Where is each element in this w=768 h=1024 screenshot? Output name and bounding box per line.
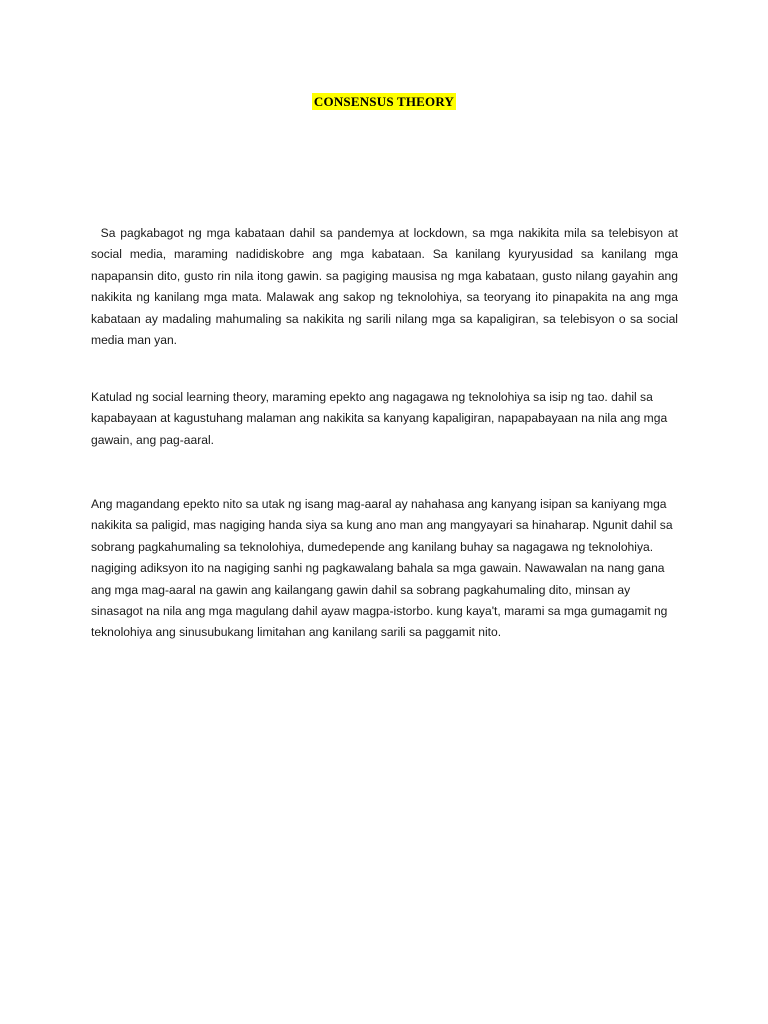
document-title: CONSENSUS THEORY <box>313 94 455 109</box>
title-container <box>0 93 768 111</box>
paragraph-2: Katulad ng social learning theory, maraming epekto ang nagagawa ng teknolohiya sa isip ng tao. dahil sa kapabayaan at kagustuhang malaman ang nakikita sa kanyang kapaligiran, napapabayaan na nila ang mga gawain, ang pag-aaral. <box>91 390 668 447</box>
paragraph-1: Sa pagkabagot ng mga kabataan dahil sa pandemya at lockdown, sa mga nakikita mila sa telebisyon at social media, maraming nadidiskobre ang mga kabataan. Sa kanilang kyuryusidad sa kanilang mga napapansin dito, gusto rin nila itong gawin. sa pagiging mausisa ng mga kabataan, gusto nilang gayahin ang nakikita ng kanilang mga mata. Malawak ang sakop ng teknolohiya, sa teoryang ito pinapakita na ang mga kabataan ay madaling mahumaling sa nakikita ng sarili nilang mga sa kapaligiran, sa telebisyon o sa social media man yan. <box>91 226 682 348</box>
paragraph-3: Ang magandang epekto nito sa utak ng isang mag-aaral ay nahahasa ang kanyang isipan sa kaniyang mga nakikita sa paligid, mas nagiging handa siya sa kung ano man ang mangyayari sa hinaharap. Ngunit dahil sa sobrang pagkahumaling sa teknolohiya, dumedepende ang kanilang buhay sa nagagawa ng teknolohiya. nagiging adiksyon ito na nagiging sanhi ng pagkawalang bahala sa mga gawain. Nawawalan na nang gana ang mga mag-aaral na gawin ang kailangang gawin dahil sa sobrang pagkahumaling dito, minsan ay sinasagot na nila ang mga magulang dahil ayaw magpa-istorbo. kung kaya't, marami sa mga gumagamit ng teknolohiya ang sinusubukang limitahan ang kanilang sarili sa paggamit nito. <box>91 497 673 640</box>
